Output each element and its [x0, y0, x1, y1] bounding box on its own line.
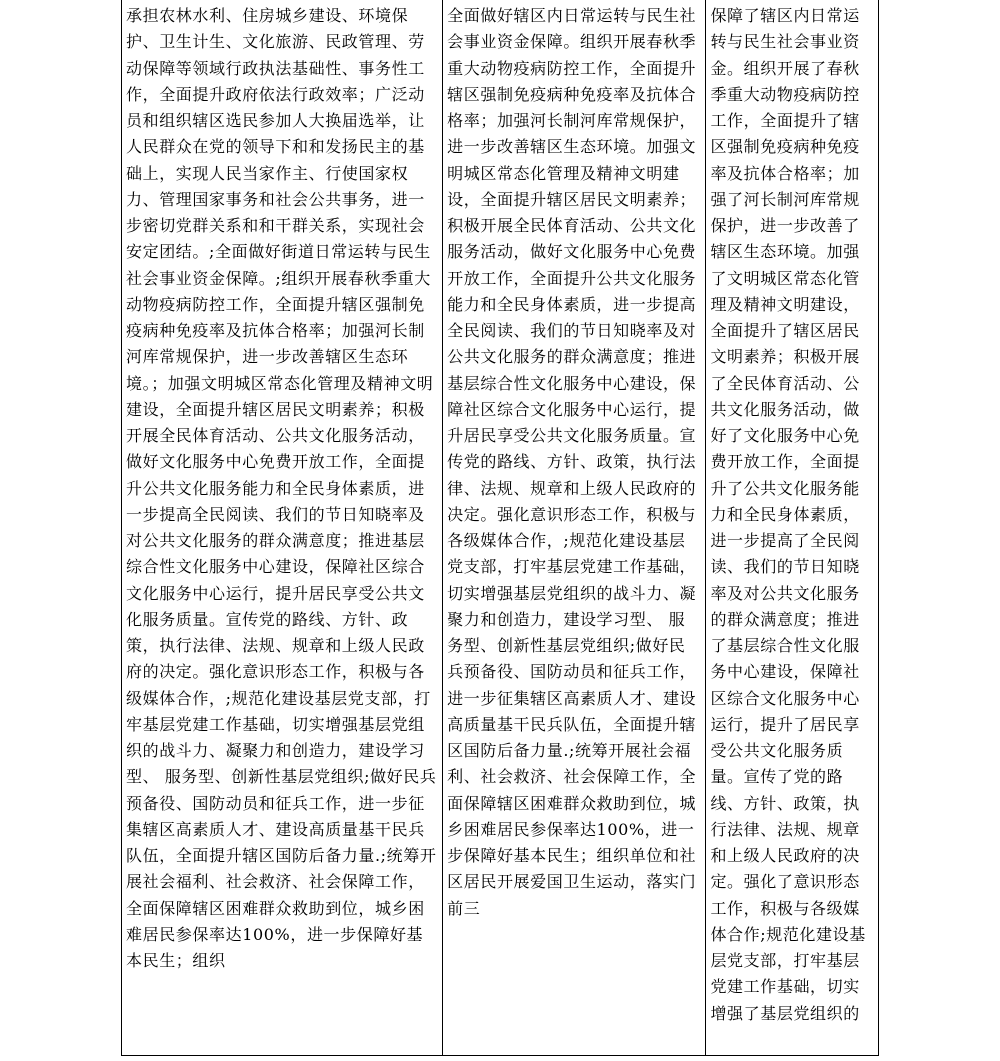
cell-text: 承担农林水利、住房城乡建设、环境保护、卫生计生、文化旅游、民政管理、劳动保障等领域行政执法基础性、事务性工作，全面提升政府依法行政效率；广泛动员和组织辖区选民参加人大换届选举，让人民群众在党的领导下和和发扬民主的基础上，实现人民当家作主、行使国家权力、管理国家事务和社会公共事务，进一步密切党群关系和和干群关系，实现社会安定团结。;全面做好街道日常运转与民生社会事业资金保障。;组织开展春秋季重大动物疫病防控工作，全面提升辖区强制免疫病种免疫率及抗体合格率；加强河长制河库常规保护，进一步改善辖区生态环境。；加强文明城区常态化管理及精神文明建设，全面提升辖区居民文明素养；积极开展全民体育活动、公共文化服务活动，做好文化服务中心免费开放工作，全面提升公共文化服务能力和全民身体素质，进一步提高全民阅读、我们的节日知晓率及对公共文化服务的群众满意度；推进基层综合性文化服务中心建设，保障社区综合文化服务中心运行，提升居民享受公共文化服务质量。宣传党的路线、方针、政策，执行法律、法规、规章和上级人民政府的决定。强化意识形态工作，积极与各级媒体合作，;规范化建设基层党支部，打牢基层党建工作基础，切实增强基层党组织的战斗力、凝聚力和创造力，建设学习型、 服务型、创新性基层党组织;做好民兵预备役、国防动员和征兵工作，进一步征集辖区高素质人才、建设高质量基干民兵队伍，全面提升辖区国防后备力量.;统筹开展社会福利、社会救济、社会保障工作，全面保障辖区困难群众救助到位，城乡困难居民参保率达100%，进一步保障好基本民生；组织 [126, 6, 437, 970]
cell-text: 全面做好辖区内日常运转与民生社会事业资金保障。组织开展春秋季重大动物疫病防控工作，全面提升辖区强制免疫病种免疫率及抗体合格率；加强河长制河库常规保护，进一步改善辖区生态环境。加强文明城区常态化管理及精神文明建设，全面提升辖区居民文明素养；积极开展全民体育活动、公共文化服务活动，做好文化服务中心免费开放工作，全面提升公共文化服务能力和全民身体素质，进一步提高全民阅读、我们的节日知晓率及对公共文化服务的群众满意度；推进基层综合性文化服务中心建设，保障社区综合文化服务中心运行，提升居民享受公共文化服务质量。宣传党的路线、方针、政策，执行法律、法规、规章和上级人民政府的决定。强化意识形态工作，积极与各级媒体合作，;规范化建设基层党支部，打牢基层党建工作基础，切实增强基层党组织的战斗力、凝聚力和创造力，建设学习型、 服务型、创新性基层党组织;做好民兵预备役、国防动员和征兵工作，进一步征集辖区高素质人才、建设高质量基干民兵队伍，全面提升辖区国防后备力量.;统筹开展社会福利、社会救济、社会保障工作，全面保障辖区困难群众救助到位，城乡困难居民参保率达100%，进一步保障好基本民生；组织单位和社区居民开展爱国卫生运动，落实门前三 [447, 6, 697, 918]
document-table [121, 0, 879, 1056]
table-cell-column-1 [122, 0, 442, 1055]
table-cell-column-3 [705, 0, 878, 1055]
cell-text: 保障了辖区内日常运转与民生社会事业资金。组织开展了春秋季重大动物疫病防控工作，全面提升了辖区强制免疫病种免疫率及抗体合格率；加强了河长制河库常规保护，进一步改善了辖区生态环境。加强了文明城区常态化管理及精神文明建设，全面提升了辖区居民文明素养；积极开展了全民体育活动、公共文化服务活动，做好了文化服务中心免费开放工作，全面提升了公共文化服务能力和全民身体素质，进一步提高了全民阅读、我们的节日知晓率及对公共文化服务的群众满意度；推进了基层综合性文化服务中心建设，保障社区综合文化服务中心运行，提升了居民享受公共文化服务质量。宣传了党的路线、方针、政策，执行法律、法规、规章和上级人民政府的决定。强化了意识形态工作，积极与各级媒体合作;规范化建设基层党支部，打牢基层党建工作基础，切实增强了基层党组织的 [710, 6, 866, 1023]
table-cell-column-2 [442, 0, 705, 1055]
